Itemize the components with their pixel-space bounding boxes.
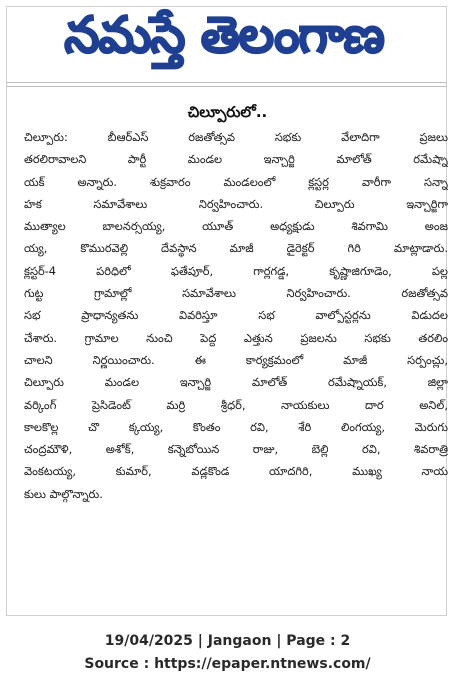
article-line: క్లస్టర్-4 పరిధిలో ఫతేపూర్, గార్లగడ్డ, కృష్ణాజిగూడెం, పల్ల <box>24 263 448 278</box>
article-line: య్య, కొమురవెల్లి దేవస్థాన మాజీ డైరెక్టర్ గిరి మాట్లాడారు. <box>24 241 448 256</box>
article-line: సభ ప్రాధాన్యతను వివరిస్తూ సభ వాల్పోస్టర్లను విడుదల <box>24 308 448 323</box>
article-line: ముత్యాల బాలనర్సయ్య, యూత్ అధ్యక్షుడు శివగామి అంజ <box>24 219 448 234</box>
article-line: వెంకటయ్య, కుమార్, వడ్లకొండ యాదగిరి, ముఖ్య నాయ <box>24 464 448 479</box>
article-line: చాలని నిర్ణయించారు. ఈ కార్యక్రమంలో మాజీ సర్పంచ్లు, <box>24 352 448 367</box>
masthead-divider <box>6 82 447 83</box>
article-line: చిల్పూరు మండల ఇన్చార్జి మాలోత్ రమేష్నాయక్, జిల్లా <box>24 375 448 390</box>
source-link[interactable]: Source : https://epaper.ntnews.com/ <box>84 656 371 672</box>
article-line: కాలకొల్ల చొ క్కయ్య, కొంతం రవి, శేరి లింగయ్య, మెరుగు <box>24 419 448 434</box>
masthead-divider-secondary <box>6 86 447 87</box>
article-line: చిల్పూరు: బీఆర్ఎస్ రజతోత్సవ సభకు వేలాదిగా ప్రజలు <box>24 130 448 144</box>
dateline: 19/04/2025 | Jangaon | Page : 2 <box>104 633 351 649</box>
article-line: హక సమావేశాలు నిర్వహించారు. చిల్పూరు ఇన్చార్జిగా <box>24 196 448 211</box>
article-line: చంద్రమౌళి, అశోక్, కన్నెబోయిన రాజు, బెల్లి రవి, శివరాత్రి <box>24 442 448 457</box>
newspaper-masthead: నమస్తే తెలంగాణ <box>64 5 384 64</box>
article-line: గుట్ట గ్రామాల్లో సమావేశాలు నిర్వహించారు. రజతోత్సవ <box>24 286 448 301</box>
article-headline: చిల్పూరులో.. <box>187 103 268 121</box>
article-line: వర్కింగ్ ప్రెసిడెంట్ మర్రి శ్రీధర్, నాయకులు దార అనిల్, <box>24 397 448 412</box>
article-line: తరలిరావాలని పార్టీ మండల ఇన్చార్జి మాలోత్ రమేష్నా <box>24 152 448 167</box>
article-line: యక్ అన్నారు. శుక్రవారం మండలంలో క్లస్టర్ల వారీగా సన్నా <box>24 174 448 189</box>
article-line: కులు పాల్గొన్నారు. <box>24 486 103 501</box>
article-line: చేశారు. గ్రామాల నుంచి పెద్ద ఎత్తున ప్రజలను సభకు తరలిం <box>24 330 448 345</box>
article-body <box>24 126 448 505</box>
